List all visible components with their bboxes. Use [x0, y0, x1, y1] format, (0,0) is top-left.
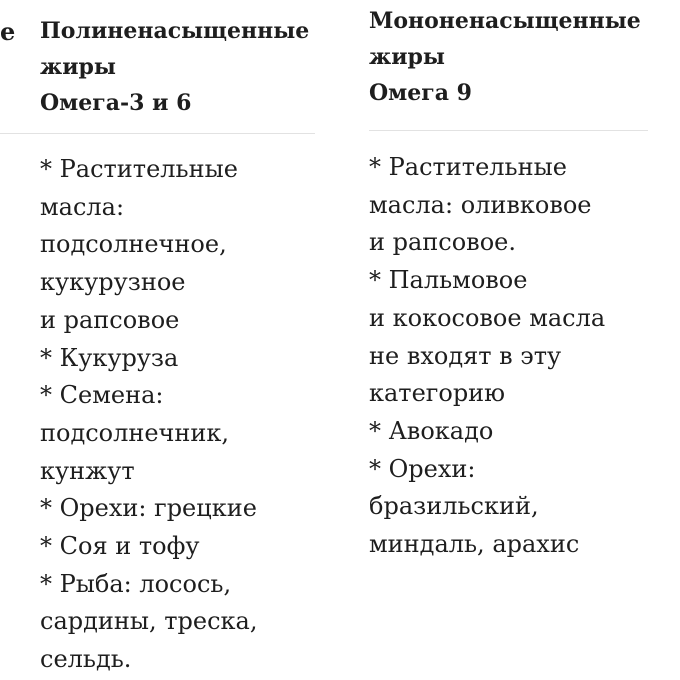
list-item: * Пальмовое — [369, 266, 528, 295]
header-line: жиры — [40, 54, 116, 80]
list-item: подсолнечное, — [40, 230, 227, 259]
polyunsaturated-list — [40, 151, 257, 679]
list-item: миндаль, арахис — [369, 530, 580, 559]
header-line: Полиненасыщенные — [40, 18, 310, 44]
list-item: и кокосовое масла — [369, 303, 606, 332]
list-item: * Соя и тофу — [40, 532, 200, 561]
list-item: * Семена: — [40, 381, 164, 410]
list-item: * Рыба: лосось, — [40, 569, 232, 598]
list-item: * Орехи: грецкие — [40, 494, 257, 523]
list-item: масла: — [40, 192, 125, 221]
list-item: масла: оливковое — [369, 190, 592, 219]
monounsaturated-header — [369, 3, 649, 111]
list-item: и рапсовое — [40, 305, 180, 334]
header-line: Омега-3 и 6 — [40, 90, 192, 116]
header-line: жиры — [369, 44, 445, 70]
right-divider — [369, 130, 648, 131]
list-item: сельдь. — [40, 645, 132, 674]
list-item: и рапсовое. — [369, 228, 516, 257]
list-item: * Кукуруза — [40, 343, 179, 372]
list-item: сардины, треска, — [40, 607, 258, 636]
header-line: Мононенасыщенные — [369, 8, 641, 34]
list-item: * Авокадо — [369, 416, 494, 445]
list-item: * Орехи: — [369, 454, 476, 483]
header-line: Омега 9 — [369, 80, 472, 106]
cropped-header-fragment: е — [0, 17, 16, 46]
left-divider — [0, 133, 315, 134]
list-item: * Растительные — [369, 153, 567, 181]
list-item: кукурузное — [40, 268, 186, 297]
polyunsaturated-header — [40, 13, 315, 121]
list-item: * Растительные — [40, 155, 238, 183]
list-item: не входят в эту — [369, 341, 562, 370]
list-item: подсолнечник, — [40, 418, 230, 447]
list-item: бразильский, — [369, 492, 539, 521]
list-item: категорию — [369, 379, 506, 408]
monounsaturated-list — [369, 149, 605, 564]
list-item: кунжут — [40, 456, 135, 485]
